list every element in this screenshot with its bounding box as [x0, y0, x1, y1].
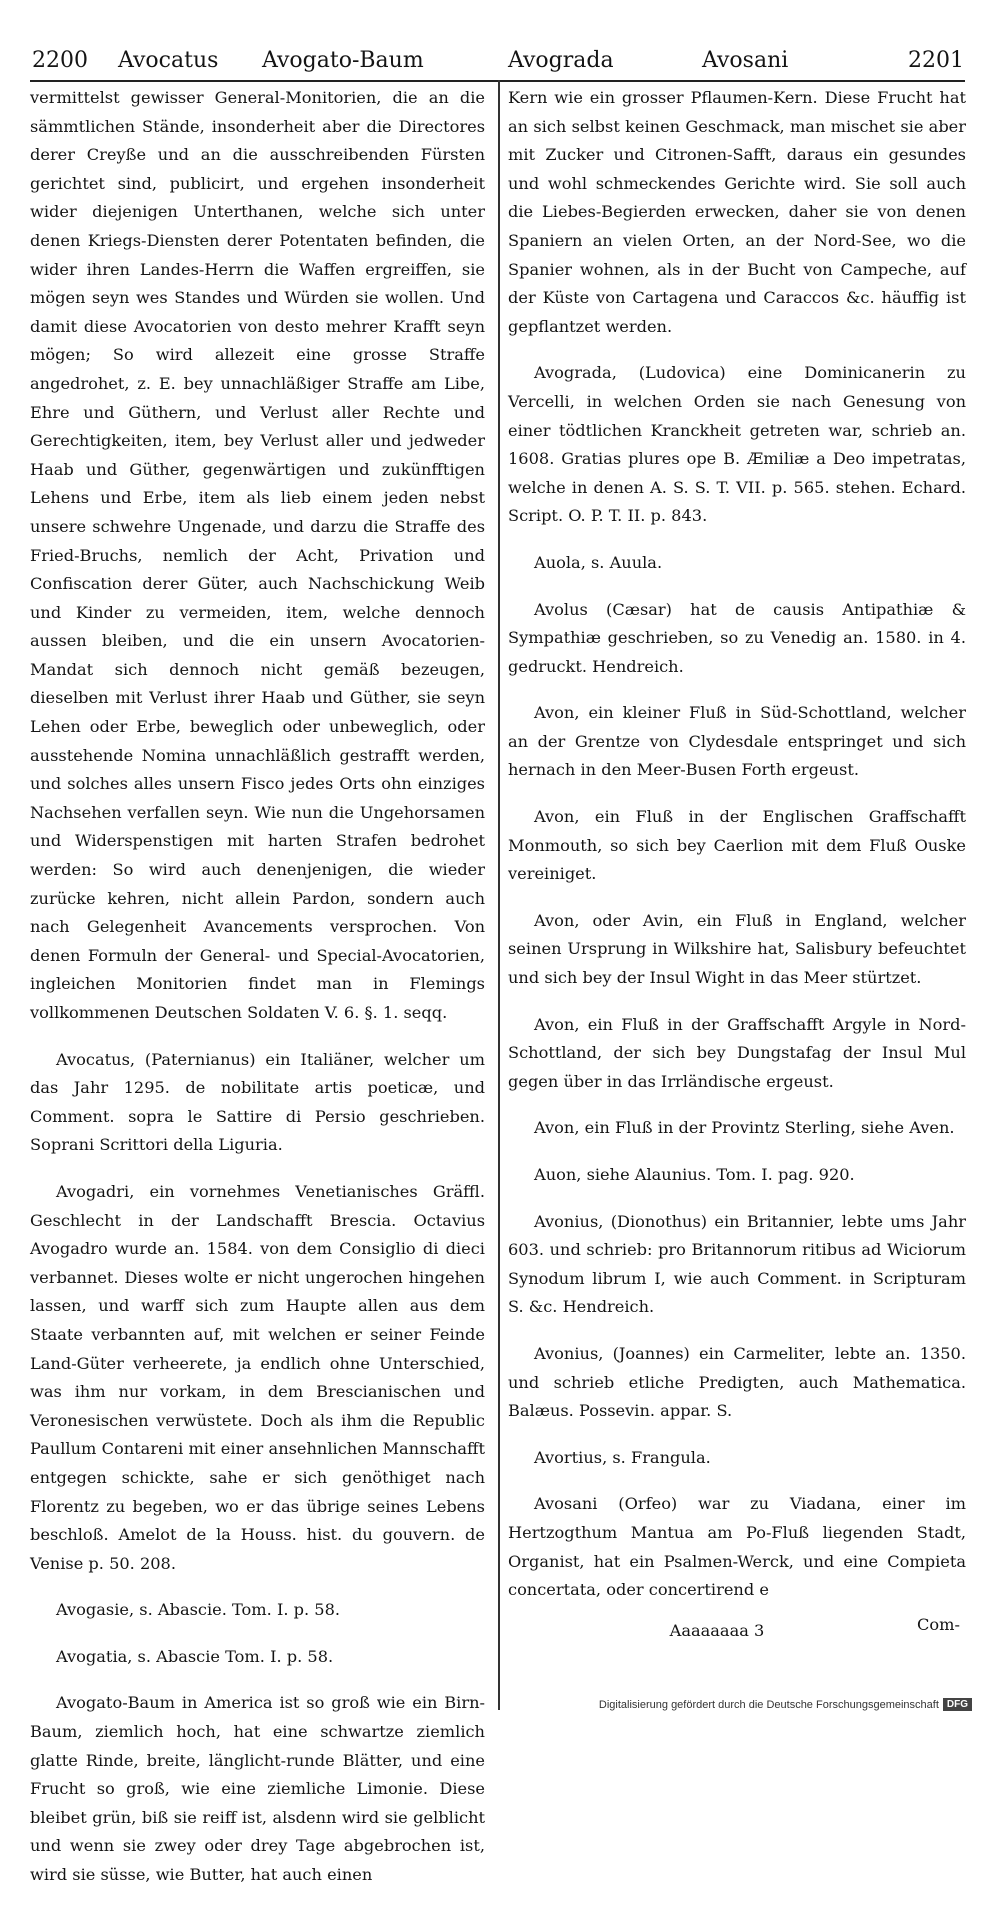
- entry-paragraph: Avon, ein Fluß in der Provintz Sterling, siehe Aven.: [534, 1118, 955, 1138]
- entry-paragraph: Avonius, (Joannes) ein Carmeliter, lebte an. 1350. und schrieb etliche Predigten, auch Mathematica. Balæus. Possevin. appar. S.: [508, 1343, 966, 1421]
- entry-paragraph: Avocatus, (Paternianus) ein Italiäner, welcher um das Jahr 1295. de nobilitate artis poeticæ, und Comment. sopra le Sattire di Persio geschrieben. Soprani Scrittori della Liguria.: [30, 1049, 485, 1155]
- page-number-left: 2200: [32, 48, 88, 73]
- right-column: [508, 84, 966, 1645]
- dfg-logo: DFG: [943, 1698, 972, 1711]
- digitization-credit: [599, 1698, 972, 1711]
- left-column: [30, 84, 485, 1908]
- credit-text: Digitalisierung gefördert durch die Deutsche Forschungsgemeinschaft: [598, 1698, 939, 1711]
- entry-paragraph: Avogatia, s. Abascie Tom. I. p. 58.: [56, 1646, 334, 1666]
- entry-paragraph: Avolus (Cæsar) hat de causis Antipathiæ & Sympathiæ geschrieben, so zu Venedig an. 1580. in 4. gedruckt. Hendreich.: [508, 599, 966, 676]
- header-word-avogato-baum: Avogato-Baum: [262, 48, 424, 73]
- entry-paragraph: Avosani (Orfeo) war zu Viadana, einer im Hertzogthum Mantua am Po-Fluß liegenden Stadt, Organist, hat ein Psalmen-Werck, und eine Compieta concertata, oder concertirend e: [508, 1494, 966, 1600]
- running-header: [30, 44, 965, 82]
- entry-paragraph: Avon, ein kleiner Fluß in Süd-Schottland, welcher an der Grentze von Clydesdale entspringet und sich hernach in den Meer-Busen Forth ergeust.: [508, 703, 966, 780]
- entry-paragraph: Avograda, (Ludovica) eine Dominicanerin zu Vercelli, in welchen Orden sie nach Genesung von einer tödtlichen Kranckheit getreten war, schrieb an. 1608. Gratias plures ope B. Æmiliæ a Deo impetratas, welche in denen A. S. S. T. VII. p. 565. stehen. Echard. Script. O. P. T. II. p. 843.: [508, 363, 966, 526]
- entry-paragraph: Avon, ein Fluß in der Graffschafft Argyle in Nord-Schottland, der sich bey Dungstafag der Insul Mul gegen über in das Irrländische ergeust.: [508, 1014, 966, 1091]
- column-divider: [498, 80, 500, 1710]
- entry-paragraph: Avon, ein Fluß in der Englischen Graffschafft Monmouth, so sich bey Caerlion mit dem Fluß Ouske vereiniget.: [508, 807, 966, 884]
- entry-paragraph: Avortius, s. Frangula.: [534, 1447, 711, 1467]
- header-word-avosani: Avosani: [702, 48, 789, 73]
- header-word-avograda: Avograda: [508, 48, 614, 73]
- page-number-right: 2201: [908, 48, 964, 73]
- entry-paragraph: Avogasie, s. Abascie. Tom. I. p. 58.: [56, 1600, 341, 1620]
- entry-paragraph: Avogadri, ein vornehmes Venetianisches Gräffl. Geschlecht in der Landschafft Brescia. Octavius Avogadro wurde an. 1584. von dem Consiglio di dieci verbannet. Dieses wolte er nicht ungerochen hingehen lassen, und warff sich zum Haupte allen aus dem Staate verbannten auf, mit welchen er seiner Feinde Land-Güter verheerete, ja endlich ohne Unterschied, was ihm nur vorkam, in dem Brescianischen und Veronesischen verwüstete. Doch als ihm die Republic Paullum Contareni mit einer ansehnlichen Mannschafft entgegen schickte, sahe er sich genöthiget nach Florentz zu begeben, wo er das übrige seines Lebens beschloß. Amelot de la Houss. hist. du gouvern. de Venise p. 50. 208.: [30, 1181, 485, 1573]
- catchword: Com-: [917, 1615, 960, 1635]
- entry-paragraph: vermittelst gewisser General-Monitorien, die an die sämmtlichen Stände, insonderheit aber die Directores derer Creyße und an die ausschreibenden Fürsten gerichtet sind, publicirt, und ergehen insonderheit wider diejenigen Unterthanen, welche sich unter denen Kriegs-Diensten derer Potentaten befinden, die wider ihren Landes-Herrn die Waffen ergreiffen, sie mögen seyn wes Standes und Würden sie wollen. Und damit diese Avocatorien von desto mehrer Krafft seyn mögen; So wird allezeit eine grosse Straffe angedrohet, z. E. bey unnachläßiger Straffe am Libe, Ehre und Güthern, und Verlust aller Rechte und Gerechtigkeiten, item, bey Verlust aller und jedweder Haab und Güther, gegenwärtigen und zukünfftigen Lehens und Erbe, item als lieb einem jeden nebst unsere schwehre Ungenade, und darzu die Straffe des Fried-Bruchs, nemlich der Acht, Privation und Confiscation derer Güter, auch Nachschickung Weib und Kinder zu vermeiden, item, welche dennoch aussen bleiben, und die ein unsern Avocatorien-Mandat sich dennoch nicht gemäß bezeugen, dieselben mit Verlust ihrer Haab und Güther, sie seyn Lehen oder Erbe, beweglich oder unbeweglich, oder ausstehende Nomina unnachläßlich gestrafft werden, und solches alles unsern Fisco jedes Orts ohn einziges Nachsehen verfallen seyn. Wie nun die Ungehorsamen und Widerspenstigen mit harten Strafen bedrohet werden: So wird auch denenjenigen, die wieder zurücke kehren, nicht allein Pardon, sondern auch nach Gelegenheit Avancements versprochen. Von denen Formuln der General- und Special-Avocatorien, ingleichen Monitorien findet man in Flemings vollkommenen Deutschen Soldaten V. 6. §. 1. seqq.: [30, 88, 485, 1022]
- header-word-avocatus: Avocatus: [118, 48, 219, 73]
- entry-paragraph: Auon, siehe Alaunius. Tom. I. pag. 920.: [534, 1165, 855, 1184]
- entry-paragraph: Kern wie ein grosser Pflaumen-Kern. Diese Frucht hat an sich selbst keinen Geschmack, man mischet sie aber mit Zucker und Citronen-Safft, daraus ein gesundes und wohl schmeckendes Gerichte wird. Sie soll auch die Liebes-Begierden erwecken, daher sie von denen Spaniern an vielen Orten, an der Nord-See, wo die Spanier wohnen, als in der Bucht von Campeche, auf der Küste von Cartagena und Caraccos &c. häuffig ist gepflantzet werden.: [508, 88, 966, 336]
- entry-paragraph: Avogato-Baum in America ist so groß wie ein Birn-Baum, ziemlich hoch, hat eine schwartze ziemlich glatte Rinde, breite, länglicht-runde Blätter, und eine Frucht so groß, wie eine ziemliche Limonie. Diese bleibet grün, biß sie reiff ist, alsdenn wird sie gelblicht und wenn sie zwey oder drey Tage abgebrochen ist, wird sie süsse, wie Butter, hat auch einen: [30, 1693, 485, 1885]
- entry-paragraph: Avon, oder Avin, ein Fluß in England, welcher seinen Ursprung in Wilkshire hat, Salisbury befeuchtet und sich bey der Insul Wight in das Meer stürtzet.: [508, 910, 966, 988]
- entry-paragraph: Avonius, (Dionothus) ein Britannier, lebte ums Jahr 603. und schrieb: pro Britannorum ritibus ad Wiciorum Synodum librum I, wie auch Comment. in Scripturam S. &c. Hendreich.: [508, 1211, 966, 1317]
- entry-paragraph: Auola, s. Auula.: [534, 552, 663, 572]
- signature-mark: Aaaaaaaa 3: [669, 1620, 765, 1640]
